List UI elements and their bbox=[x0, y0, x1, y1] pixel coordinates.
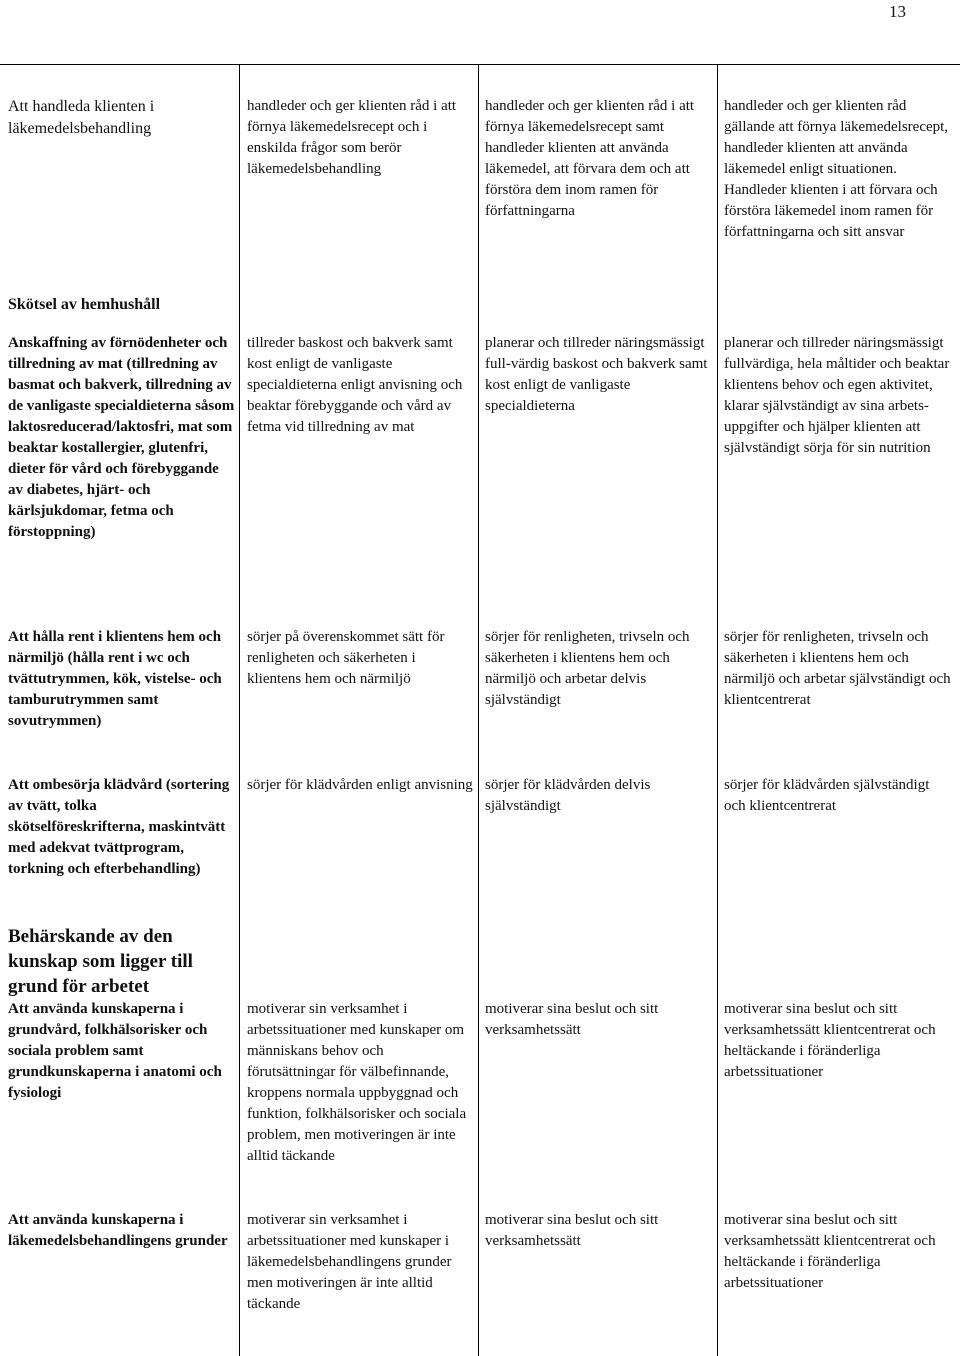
column-divider bbox=[478, 64, 479, 1356]
criteria-level-3: planerar och tillreder näringsmässigt fullvärdiga, hela måltider och beaktar klientens behov och egen aktivitet, klarar självständigt av sina arbets-uppgifter och hjälper klienten att självständigt sörja för sin nutrition bbox=[724, 335, 950, 456]
row-heading: Att ombesörja klädvård (sortering av tvätt, tolka skötselföreskrifterna, maskintvätt med adekvat tvättprogram, torkning och efterbehandling) bbox=[8, 777, 230, 877]
criteria-level-2: motiverar sina beslut och sitt verksamhetssätt bbox=[485, 1212, 659, 1249]
row-heading: Anskaffning av förnödenheter och tillredning av mat (tillredning av basmat och bakverk, tillredning av de vanligaste specialdieterna såsom laktosreducerad/laktosfri, mat som beaktar kostallergier, glutenfri, dieter för vård och förebyggande av diabetes, hjärt- och kärlsjukdomar, fetma och förstoppning) bbox=[8, 335, 235, 540]
criteria-level-1: sörjer för klädvården enligt anvisning bbox=[247, 777, 473, 793]
criteria-level-1: motiverar sin verksamhet i arbetssituationer med kunskaper i läkemedelsbehandlingens grunder men motiveringen är inte alltid täckande bbox=[247, 1212, 452, 1312]
row-heading: Att använda kunskaperna i läkemedelsbehandlingens grunder bbox=[8, 1212, 228, 1249]
criteria-level-3: motiverar sina beslut och sitt verksamhetssätt klientcentrerat och heltäckande i föränderliga arbetssituationer bbox=[724, 1212, 936, 1291]
criteria-level-2: sörjer för klädvården delvis självständigt bbox=[485, 777, 651, 814]
criteria-level-3: sörjer för klädvården självständigt och klientcentrerat bbox=[724, 777, 930, 814]
criteria-level-1: tillreder baskost och bakverk samt kost enligt de vanligaste specialdieterna enligt anvisning och beaktar förebyggande och vård av fetma vid tillredning av mat bbox=[247, 335, 463, 435]
page-number: 13 bbox=[889, 2, 906, 21]
column-divider bbox=[717, 64, 718, 1356]
criteria-level-1: sörjer på överenskommet sätt för renligheten och säkerheten i klientens hem och närmiljö bbox=[247, 629, 445, 687]
criteria-level-2: motiverar sina beslut och sitt verksamhetssätt bbox=[485, 1001, 659, 1038]
row-heading: Att hålla rent i klientens hem och närmiljö (hålla rent i wc och tvättutrymmen, kök, vistelse- och tamburutrymmen samt sovutrymmen) bbox=[8, 629, 222, 729]
table-top-border bbox=[0, 64, 960, 65]
criteria-level-2: planerar och tillreder näringsmässigt full-värdig baskost och bakverk samt kost enligt de vanligaste specialdieterna bbox=[485, 335, 708, 414]
criteria-level-3: sörjer för renligheten, trivseln och säkerheten i klientens hem och närmiljö och arbetar självständigt och klientcentrerat bbox=[724, 629, 951, 708]
criteria-level-1: handleder och ger klienten råd i att förnya läkemedelsrecept och i enskilda frågor som berör läkemedelsbehandling bbox=[247, 98, 457, 177]
section-heading: Behärskande av den kunskap som ligger till grund för arbetet bbox=[8, 926, 193, 997]
row-heading: Att använda kunskaperna i grundvård, folkhälsorisker och sociala problem samt grundkunskaperna i anatomi och fysiologi bbox=[8, 1001, 222, 1101]
section-heading: Skötsel av hemhushåll bbox=[8, 296, 161, 313]
row-heading-block bbox=[8, 924, 236, 1104]
row-heading: Att handleda klienten i läkemedelsbehandling bbox=[8, 98, 155, 137]
criteria-level-2: sörjer för renligheten, trivseln och säkerheten i klientens hem och närmiljö och arbetar delvis självständigt bbox=[485, 629, 690, 708]
criteria-level-3: motiverar sina beslut och sitt verksamhetssätt klientcentrerat och heltäckande i föränderliga arbetssituationer bbox=[724, 1001, 936, 1080]
column-divider bbox=[239, 64, 240, 1356]
criteria-level-3: handleder och ger klienten råd gällande att förnya läkemedelsrecept, handleder klienten att använda läkemedel enligt situationen. Handleder klienten i att förvara och förstöra läkemedel inom ramen för författningarna och sitt ansvar bbox=[724, 98, 949, 240]
criteria-level-2: handleder och ger klienten råd i att förnya läkemedelsrecept samt handleder klienten att använda läkemedel, att förvara dem och att förstöra dem inom ramen för författningarna bbox=[485, 98, 695, 219]
criteria-level-1: motiverar sin verksamhet i arbetssituationer med kunskaper om människans behov och förutsättningar för välbefinnande, kroppens normala uppbyggnad och funktion, folkhälsorisker och sociala problem, men motiveringen är inte alltid täckande bbox=[247, 1001, 467, 1164]
